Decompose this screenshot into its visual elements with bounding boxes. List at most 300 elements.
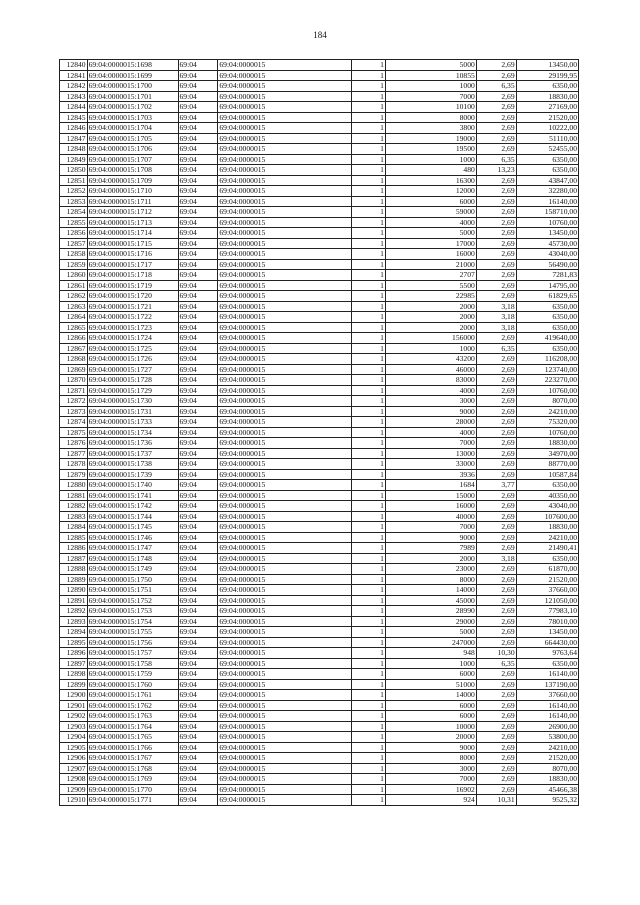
table-row xyxy=(60,406,579,417)
cadastral-number-cell: 69:04:0000015:1728 xyxy=(87,375,178,386)
cadastral-block-cell: 69:04:0000015 xyxy=(218,763,352,774)
cadastral-number-cell: 69:04:0000015:1734 xyxy=(87,427,178,438)
object-count-cell: 1 xyxy=(352,606,386,617)
specific-value-cell: 2,69 xyxy=(476,280,516,291)
cadastral-district-cell: 69:04 xyxy=(178,133,218,144)
cadastral-value-cell: 43847,00 xyxy=(516,175,578,186)
cadastral-district-cell: 69:04 xyxy=(178,207,218,218)
area-cell: 2000 xyxy=(385,312,476,323)
row-number-cell: 12903 xyxy=(60,721,88,732)
cadastral-number-cell: 69:04:0000015:1755 xyxy=(87,627,178,638)
area-cell: 3000 xyxy=(385,763,476,774)
cadastral-block-cell: 69:04:0000015 xyxy=(218,217,352,228)
object-count-cell: 1 xyxy=(352,459,386,470)
cadastral-value-cell: 75320,00 xyxy=(516,417,578,428)
cadastral-district-cell: 69:04 xyxy=(178,606,218,617)
cadastral-number-cell: 69:04:0000015:1762 xyxy=(87,700,178,711)
cadastral-district-cell: 69:04 xyxy=(178,637,218,648)
cadastral-district-cell: 69:04 xyxy=(178,658,218,669)
table-row xyxy=(60,679,579,690)
row-number-cell: 12870 xyxy=(60,375,88,386)
cadastral-value-cell: 123740,00 xyxy=(516,364,578,375)
cadastral-value-cell: 21520,00 xyxy=(516,574,578,585)
specific-value-cell: 3,18 xyxy=(476,301,516,312)
table-row xyxy=(60,648,579,659)
row-number-cell: 12875 xyxy=(60,427,88,438)
object-count-cell: 1 xyxy=(352,406,386,417)
specific-value-cell: 6,35 xyxy=(476,658,516,669)
cadastral-block-cell: 69:04:0000015 xyxy=(218,490,352,501)
object-count-cell: 1 xyxy=(352,91,386,102)
specific-value-cell: 2,69 xyxy=(476,438,516,449)
cadastral-value-cell: 61870,00 xyxy=(516,564,578,575)
cadastral-block-cell: 69:04:0000015 xyxy=(218,123,352,134)
specific-value-cell: 2,69 xyxy=(476,721,516,732)
object-count-cell: 1 xyxy=(352,438,386,449)
specific-value-cell: 2,69 xyxy=(476,574,516,585)
cadastral-block-cell: 69:04:0000015 xyxy=(218,133,352,144)
object-count-cell: 1 xyxy=(352,648,386,659)
area-cell: 924 xyxy=(385,795,476,806)
table-body xyxy=(60,60,579,806)
table-row xyxy=(60,795,579,806)
object-count-cell: 1 xyxy=(352,679,386,690)
cadastral-value-cell: 16140,00 xyxy=(516,669,578,680)
specific-value-cell: 2,69 xyxy=(476,238,516,249)
object-count-cell: 1 xyxy=(352,742,386,753)
cadastral-district-cell: 69:04 xyxy=(178,711,218,722)
cadastral-district-cell: 69:04 xyxy=(178,427,218,438)
cadastral-district-cell: 69:04 xyxy=(178,165,218,176)
area-cell: 51000 xyxy=(385,679,476,690)
cadastral-number-cell: 69:04:0000015:1765 xyxy=(87,732,178,743)
area-cell: 22985 xyxy=(385,291,476,302)
cadastral-block-cell: 69:04:0000015 xyxy=(218,406,352,417)
row-number-cell: 12847 xyxy=(60,133,88,144)
area-cell: 3000 xyxy=(385,396,476,407)
area-cell: 4000 xyxy=(385,385,476,396)
specific-value-cell: 2,69 xyxy=(476,711,516,722)
area-cell: 7989 xyxy=(385,543,476,554)
row-number-cell: 12894 xyxy=(60,627,88,638)
area-cell: 5500 xyxy=(385,280,476,291)
table-row xyxy=(60,774,579,785)
cadastral-number-cell: 69:04:0000015:1726 xyxy=(87,354,178,365)
row-number-cell: 12867 xyxy=(60,343,88,354)
cadastral-number-cell: 69:04:0000015:1724 xyxy=(87,333,178,344)
cadastral-value-cell: 16140,00 xyxy=(516,196,578,207)
cadastral-district-cell: 69:04 xyxy=(178,774,218,785)
object-count-cell: 1 xyxy=(352,616,386,627)
cadastral-number-cell: 69:04:0000015:1705 xyxy=(87,133,178,144)
row-number-cell: 12902 xyxy=(60,711,88,722)
row-number-cell: 12840 xyxy=(60,60,88,71)
cadastral-district-cell: 69:04 xyxy=(178,343,218,354)
object-count-cell: 1 xyxy=(352,364,386,375)
area-cell: 948 xyxy=(385,648,476,659)
cadastral-number-cell: 69:04:0000015:1729 xyxy=(87,385,178,396)
specific-value-cell: 2,69 xyxy=(476,291,516,302)
cadastral-number-cell: 69:04:0000015:1730 xyxy=(87,396,178,407)
object-count-cell: 1 xyxy=(352,774,386,785)
table-row xyxy=(60,396,579,407)
cadastral-value-cell: 8070,00 xyxy=(516,396,578,407)
cadastral-value-cell: 9763,64 xyxy=(516,648,578,659)
object-count-cell: 1 xyxy=(352,123,386,134)
area-cell: 6000 xyxy=(385,669,476,680)
cadastral-number-cell: 69:04:0000015:1770 xyxy=(87,784,178,795)
object-count-cell: 1 xyxy=(352,291,386,302)
cadastral-value-cell: 6350,00 xyxy=(516,81,578,92)
specific-value-cell: 2,69 xyxy=(476,700,516,711)
cadastral-value-cell: 43040,00 xyxy=(516,501,578,512)
cadastral-block-cell: 69:04:0000015 xyxy=(218,280,352,291)
specific-value-cell: 2,69 xyxy=(476,333,516,344)
row-number-cell: 12895 xyxy=(60,637,88,648)
object-count-cell: 1 xyxy=(352,543,386,554)
specific-value-cell: 2,69 xyxy=(476,406,516,417)
cadastral-block-cell: 69:04:0000015 xyxy=(218,354,352,365)
specific-value-cell: 2,69 xyxy=(476,375,516,386)
cadastral-block-cell: 69:04:0000015 xyxy=(218,417,352,428)
cadastral-district-cell: 69:04 xyxy=(178,459,218,470)
area-cell: 10855 xyxy=(385,70,476,81)
table-row xyxy=(60,322,579,333)
cadastral-block-cell: 69:04:0000015 xyxy=(218,585,352,596)
specific-value-cell: 2,69 xyxy=(476,448,516,459)
row-number-cell: 12851 xyxy=(60,175,88,186)
cadastral-block-cell: 69:04:0000015 xyxy=(218,186,352,197)
cadastral-number-cell: 69:04:0000015:1749 xyxy=(87,564,178,575)
cadastral-number-cell: 69:04:0000015:1699 xyxy=(87,70,178,81)
cadastral-number-cell: 69:04:0000015:1709 xyxy=(87,175,178,186)
specific-value-cell: 2,69 xyxy=(476,102,516,113)
specific-value-cell: 2,69 xyxy=(476,774,516,785)
cadastral-block-cell: 69:04:0000015 xyxy=(218,81,352,92)
area-cell: 7000 xyxy=(385,522,476,533)
table-row xyxy=(60,60,579,71)
cadastral-district-cell: 69:04 xyxy=(178,112,218,123)
cadastral-district-cell: 69:04 xyxy=(178,364,218,375)
row-number-cell: 12845 xyxy=(60,112,88,123)
area-cell: 5000 xyxy=(385,627,476,638)
cadastral-value-cell: 10760,00 xyxy=(516,217,578,228)
object-count-cell: 1 xyxy=(352,490,386,501)
cadastral-district-cell: 69:04 xyxy=(178,217,218,228)
table-row xyxy=(60,501,579,512)
row-number-cell: 12908 xyxy=(60,774,88,785)
cadastral-district-cell: 69:04 xyxy=(178,102,218,113)
cadastral-number-cell: 69:04:0000015:1771 xyxy=(87,795,178,806)
table-row xyxy=(60,427,579,438)
cadastral-number-cell: 69:04:0000015:1706 xyxy=(87,144,178,155)
area-cell: 6000 xyxy=(385,196,476,207)
table-row xyxy=(60,312,579,323)
row-number-cell: 12896 xyxy=(60,648,88,659)
cadastral-value-cell: 18830,00 xyxy=(516,522,578,533)
cadastral-value-cell: 10760,00 xyxy=(516,385,578,396)
row-number-cell: 12852 xyxy=(60,186,88,197)
cadastral-value-cell: 121050,00 xyxy=(516,595,578,606)
cadastral-number-cell: 69:04:0000015:1748 xyxy=(87,553,178,564)
cadastral-district-cell: 69:04 xyxy=(178,553,218,564)
object-count-cell: 1 xyxy=(352,280,386,291)
specific-value-cell: 2,69 xyxy=(476,522,516,533)
cadastral-value-cell: 40350,00 xyxy=(516,490,578,501)
row-number-cell: 12857 xyxy=(60,238,88,249)
row-number-cell: 12842 xyxy=(60,81,88,92)
object-count-cell: 1 xyxy=(352,532,386,543)
row-number-cell: 12899 xyxy=(60,679,88,690)
object-count-cell: 1 xyxy=(352,522,386,533)
cadastral-number-cell: 69:04:0000015:1716 xyxy=(87,249,178,260)
cadastral-district-cell: 69:04 xyxy=(178,532,218,543)
area-cell: 16902 xyxy=(385,784,476,795)
area-cell: 20000 xyxy=(385,732,476,743)
cadastral-number-cell: 69:04:0000015:1742 xyxy=(87,501,178,512)
area-cell: 480 xyxy=(385,165,476,176)
cadastral-value-cell: 21490,41 xyxy=(516,543,578,554)
specific-value-cell: 2,69 xyxy=(476,742,516,753)
cadastral-block-cell: 69:04:0000015 xyxy=(218,616,352,627)
area-cell: 33000 xyxy=(385,459,476,470)
object-count-cell: 1 xyxy=(352,60,386,71)
cadastral-value-cell: 43040,00 xyxy=(516,249,578,260)
table-row xyxy=(60,438,579,449)
cadastral-block-cell: 69:04:0000015 xyxy=(218,175,352,186)
area-cell: 7000 xyxy=(385,438,476,449)
cadastral-number-cell: 69:04:0000015:1769 xyxy=(87,774,178,785)
table-row xyxy=(60,574,579,585)
cadastral-block-cell: 69:04:0000015 xyxy=(218,669,352,680)
cadastral-district-cell: 69:04 xyxy=(178,522,218,533)
row-number-cell: 12909 xyxy=(60,784,88,795)
cadastral-block-cell: 69:04:0000015 xyxy=(218,522,352,533)
table-row xyxy=(60,91,579,102)
row-number-cell: 12865 xyxy=(60,322,88,333)
table-row xyxy=(60,154,579,165)
object-count-cell: 1 xyxy=(352,417,386,428)
cadastral-block-cell: 69:04:0000015 xyxy=(218,396,352,407)
cadastral-value-cell: 45730,00 xyxy=(516,238,578,249)
table-row xyxy=(60,606,579,617)
cadastral-block-cell: 69:04:0000015 xyxy=(218,637,352,648)
cadastral-district-cell: 69:04 xyxy=(178,70,218,81)
object-count-cell: 1 xyxy=(352,375,386,386)
area-cell: 59000 xyxy=(385,207,476,218)
cadastral-district-cell: 69:04 xyxy=(178,238,218,249)
cadastral-district-cell: 69:04 xyxy=(178,249,218,260)
table-row xyxy=(60,207,579,218)
specific-value-cell: 2,69 xyxy=(476,606,516,617)
object-count-cell: 1 xyxy=(352,637,386,648)
area-cell: 83000 xyxy=(385,375,476,386)
cadastral-number-cell: 69:04:0000015:1698 xyxy=(87,60,178,71)
object-count-cell: 1 xyxy=(352,196,386,207)
specific-value-cell: 2,69 xyxy=(476,595,516,606)
object-count-cell: 1 xyxy=(352,574,386,585)
cadastral-block-cell: 69:04:0000015 xyxy=(218,595,352,606)
cadastral-district-cell: 69:04 xyxy=(178,81,218,92)
cadastral-district-cell: 69:04 xyxy=(178,721,218,732)
table-row xyxy=(60,595,579,606)
area-cell: 5000 xyxy=(385,228,476,239)
cadastral-district-cell: 69:04 xyxy=(178,480,218,491)
area-cell: 19500 xyxy=(385,144,476,155)
cadastral-block-cell: 69:04:0000015 xyxy=(218,553,352,564)
area-cell: 21000 xyxy=(385,259,476,270)
table-row xyxy=(60,564,579,575)
row-number-cell: 12906 xyxy=(60,753,88,764)
cadastral-value-cell: 18830,00 xyxy=(516,438,578,449)
row-number-cell: 12883 xyxy=(60,511,88,522)
cadastral-value-cell: 6350,00 xyxy=(516,343,578,354)
cadastral-district-cell: 69:04 xyxy=(178,301,218,312)
table-row xyxy=(60,543,579,554)
row-number-cell: 12881 xyxy=(60,490,88,501)
cadastral-value-cell: 13450,00 xyxy=(516,60,578,71)
cadastral-district-cell: 69:04 xyxy=(178,753,218,764)
object-count-cell: 1 xyxy=(352,186,386,197)
specific-value-cell: 2,69 xyxy=(476,511,516,522)
area-cell: 6000 xyxy=(385,700,476,711)
row-number-cell: 12874 xyxy=(60,417,88,428)
row-number-cell: 12877 xyxy=(60,448,88,459)
cadastral-district-cell: 69:04 xyxy=(178,375,218,386)
object-count-cell: 1 xyxy=(352,312,386,323)
row-number-cell: 12910 xyxy=(60,795,88,806)
table-row xyxy=(60,196,579,207)
row-number-cell: 12885 xyxy=(60,532,88,543)
cadastral-value-cell: 21520,00 xyxy=(516,753,578,764)
row-number-cell: 12854 xyxy=(60,207,88,218)
row-number-cell: 12862 xyxy=(60,291,88,302)
cadastral-district-cell: 69:04 xyxy=(178,616,218,627)
cadastral-district-cell: 69:04 xyxy=(178,448,218,459)
cadastral-value-cell: 13450,00 xyxy=(516,627,578,638)
specific-value-cell: 2,69 xyxy=(476,585,516,596)
cadastral-district-cell: 69:04 xyxy=(178,396,218,407)
object-count-cell: 1 xyxy=(352,354,386,365)
cadastral-district-cell: 69:04 xyxy=(178,679,218,690)
table-row xyxy=(60,459,579,470)
specific-value-cell: 3,18 xyxy=(476,553,516,564)
cadastral-block-cell: 69:04:0000015 xyxy=(218,501,352,512)
specific-value-cell: 2,69 xyxy=(476,763,516,774)
row-number-cell: 12882 xyxy=(60,501,88,512)
cadastral-number-cell: 69:04:0000015:1702 xyxy=(87,102,178,113)
cadastral-value-cell: 27169,00 xyxy=(516,102,578,113)
object-count-cell: 1 xyxy=(352,763,386,774)
area-cell: 1000 xyxy=(385,658,476,669)
object-count-cell: 1 xyxy=(352,721,386,732)
object-count-cell: 1 xyxy=(352,259,386,270)
area-cell: 23000 xyxy=(385,564,476,575)
object-count-cell: 1 xyxy=(352,585,386,596)
area-cell: 1000 xyxy=(385,154,476,165)
cadastral-number-cell: 69:04:0000015:1767 xyxy=(87,753,178,764)
cadastral-value-cell: 7281,83 xyxy=(516,270,578,281)
cadastral-number-cell: 69:04:0000015:1759 xyxy=(87,669,178,680)
area-cell: 13000 xyxy=(385,448,476,459)
specific-value-cell: 13,23 xyxy=(476,165,516,176)
area-cell: 43200 xyxy=(385,354,476,365)
specific-value-cell: 2,69 xyxy=(476,91,516,102)
cadastral-district-cell: 69:04 xyxy=(178,291,218,302)
specific-value-cell: 2,69 xyxy=(476,70,516,81)
table-row xyxy=(60,144,579,155)
area-cell: 45000 xyxy=(385,595,476,606)
object-count-cell: 1 xyxy=(352,112,386,123)
cadastral-value-cell: 45466,38 xyxy=(516,784,578,795)
row-number-cell: 12873 xyxy=(60,406,88,417)
cadastral-district-cell: 69:04 xyxy=(178,144,218,155)
specific-value-cell: 2,69 xyxy=(476,427,516,438)
table-row xyxy=(60,490,579,501)
area-cell: 5000 xyxy=(385,60,476,71)
area-cell: 3936 xyxy=(385,469,476,480)
area-cell: 40000 xyxy=(385,511,476,522)
area-cell: 17000 xyxy=(385,238,476,249)
cadastral-district-cell: 69:04 xyxy=(178,648,218,659)
cadastral-block-cell: 69:04:0000015 xyxy=(218,459,352,470)
cadastral-value-cell: 6350,00 xyxy=(516,322,578,333)
cadastral-number-cell: 69:04:0000015:1700 xyxy=(87,81,178,92)
cadastral-district-cell: 69:04 xyxy=(178,186,218,197)
cadastral-block-cell: 69:04:0000015 xyxy=(218,511,352,522)
object-count-cell: 1 xyxy=(352,511,386,522)
row-number-cell: 12859 xyxy=(60,259,88,270)
area-cell: 8000 xyxy=(385,574,476,585)
specific-value-cell: 2,69 xyxy=(476,270,516,281)
cadastral-number-cell: 69:04:0000015:1703 xyxy=(87,112,178,123)
cadastral-district-cell: 69:04 xyxy=(178,228,218,239)
area-cell: 14000 xyxy=(385,585,476,596)
cadastral-number-cell: 69:04:0000015:1738 xyxy=(87,459,178,470)
specific-value-cell: 2,69 xyxy=(476,417,516,428)
area-cell: 15000 xyxy=(385,490,476,501)
cadastral-block-cell: 69:04:0000015 xyxy=(218,364,352,375)
cadastral-value-cell: 9525,32 xyxy=(516,795,578,806)
cadastral-value-cell: 61829,65 xyxy=(516,291,578,302)
cadastral-district-cell: 69:04 xyxy=(178,742,218,753)
cadastral-district-cell: 69:04 xyxy=(178,795,218,806)
cadastral-block-cell: 69:04:0000015 xyxy=(218,543,352,554)
cadastral-value-cell: 88770,00 xyxy=(516,459,578,470)
cadastral-number-cell: 69:04:0000015:1731 xyxy=(87,406,178,417)
area-cell: 247000 xyxy=(385,637,476,648)
table-row xyxy=(60,669,579,680)
specific-value-cell: 2,69 xyxy=(476,501,516,512)
cadastral-district-cell: 69:04 xyxy=(178,196,218,207)
cadastral-value-cell: 51110,00 xyxy=(516,133,578,144)
area-cell: 10000 xyxy=(385,721,476,732)
cadastral-number-cell: 69:04:0000015:1744 xyxy=(87,511,178,522)
cadastral-number-cell: 69:04:0000015:1736 xyxy=(87,438,178,449)
specific-value-cell: 2,69 xyxy=(476,133,516,144)
cadastral-value-cell: 14795,00 xyxy=(516,280,578,291)
specific-value-cell: 2,69 xyxy=(476,532,516,543)
table-row xyxy=(60,291,579,302)
cadastral-block-cell: 69:04:0000015 xyxy=(218,312,352,323)
cadastral-value-cell: 10222,00 xyxy=(516,123,578,134)
specific-value-cell: 2,69 xyxy=(476,469,516,480)
cadastral-district-cell: 69:04 xyxy=(178,270,218,281)
page-number: 184 xyxy=(313,30,327,40)
area-cell: 1000 xyxy=(385,343,476,354)
cadastral-block-cell: 69:04:0000015 xyxy=(218,721,352,732)
table-row xyxy=(60,448,579,459)
